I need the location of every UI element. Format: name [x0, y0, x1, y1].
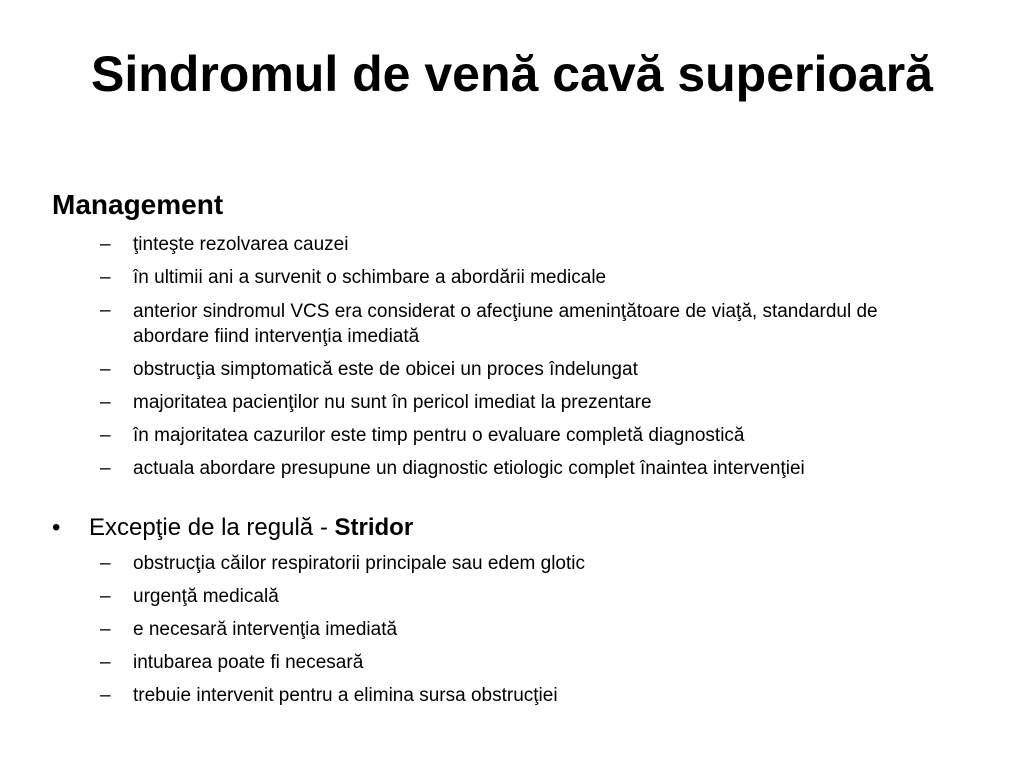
list-item: [0, 684, 1024, 708]
dash-marker: –: [100, 685, 111, 706]
list-item-text: intubarea poate fi necesară: [133, 652, 364, 673]
list-item-text: urgenţă medicală: [133, 586, 279, 607]
list-item-text: în majoritatea cazurilor este timp pentru o evaluare completă diagnostică: [133, 425, 745, 446]
list-item: [0, 233, 1024, 257]
list-item: [0, 424, 1024, 448]
list-item: [0, 618, 1024, 642]
dash-marker: –: [100, 425, 111, 446]
list-item: [0, 299, 1024, 349]
dash-marker: –: [100, 234, 111, 255]
list-item-text: anterior sindromul VCS era considerat o afecţiune ameninţătoare de viaţă, standardul de abordare fiind intervenţia imediată: [133, 301, 878, 347]
dash-marker: –: [100, 392, 111, 413]
list-item: [0, 391, 1024, 415]
list-item-text: în ultimii ani a survenit o schimbare a abordării medicale: [133, 267, 607, 288]
list-item-text: trebuie intervenit pentru a elimina sursa obstrucţiei: [133, 685, 558, 706]
dash-marker: –: [100, 267, 111, 288]
bullet-marker: •: [52, 514, 61, 541]
dash-marker: –: [100, 586, 111, 607]
list-item: [0, 358, 1024, 382]
stridor-list: [0, 552, 1024, 717]
dash-marker: –: [100, 300, 111, 321]
dash-marker: –: [100, 619, 111, 640]
exception-bullet: [52, 512, 413, 544]
slide-title: Sindromul de venă cavă superioară: [91, 46, 933, 102]
management-list: [0, 233, 1024, 490]
exception-text: Excepţie de la regulă -: [89, 514, 335, 541]
list-item-text: obstrucţia căilor respiratorii principale sau edem glotic: [133, 553, 585, 574]
list-item: [0, 457, 1024, 481]
dash-marker: –: [100, 458, 111, 479]
list-item-text: obstrucţia simptomatică este de obicei un proces îndelungat: [133, 359, 638, 380]
list-item: [0, 651, 1024, 675]
management-heading: Management: [52, 189, 224, 220]
exception-emphasis: Stridor: [334, 514, 414, 541]
list-item-text: e necesară intervenţia imediată: [133, 619, 398, 640]
dash-marker: –: [100, 553, 111, 574]
list-item-text: ţinteşte rezolvarea cauzei: [133, 234, 349, 255]
dash-marker: –: [100, 359, 111, 380]
dash-marker: –: [100, 652, 111, 673]
list-item-text: majoritatea pacienţilor nu sunt în pericol imediat la prezentare: [133, 392, 652, 413]
list-item: [0, 552, 1024, 576]
list-item: [0, 585, 1024, 609]
list-item-text: actuala abordare presupune un diagnostic etiologic complet înaintea intervenţiei: [133, 458, 805, 479]
list-item: [0, 266, 1024, 290]
